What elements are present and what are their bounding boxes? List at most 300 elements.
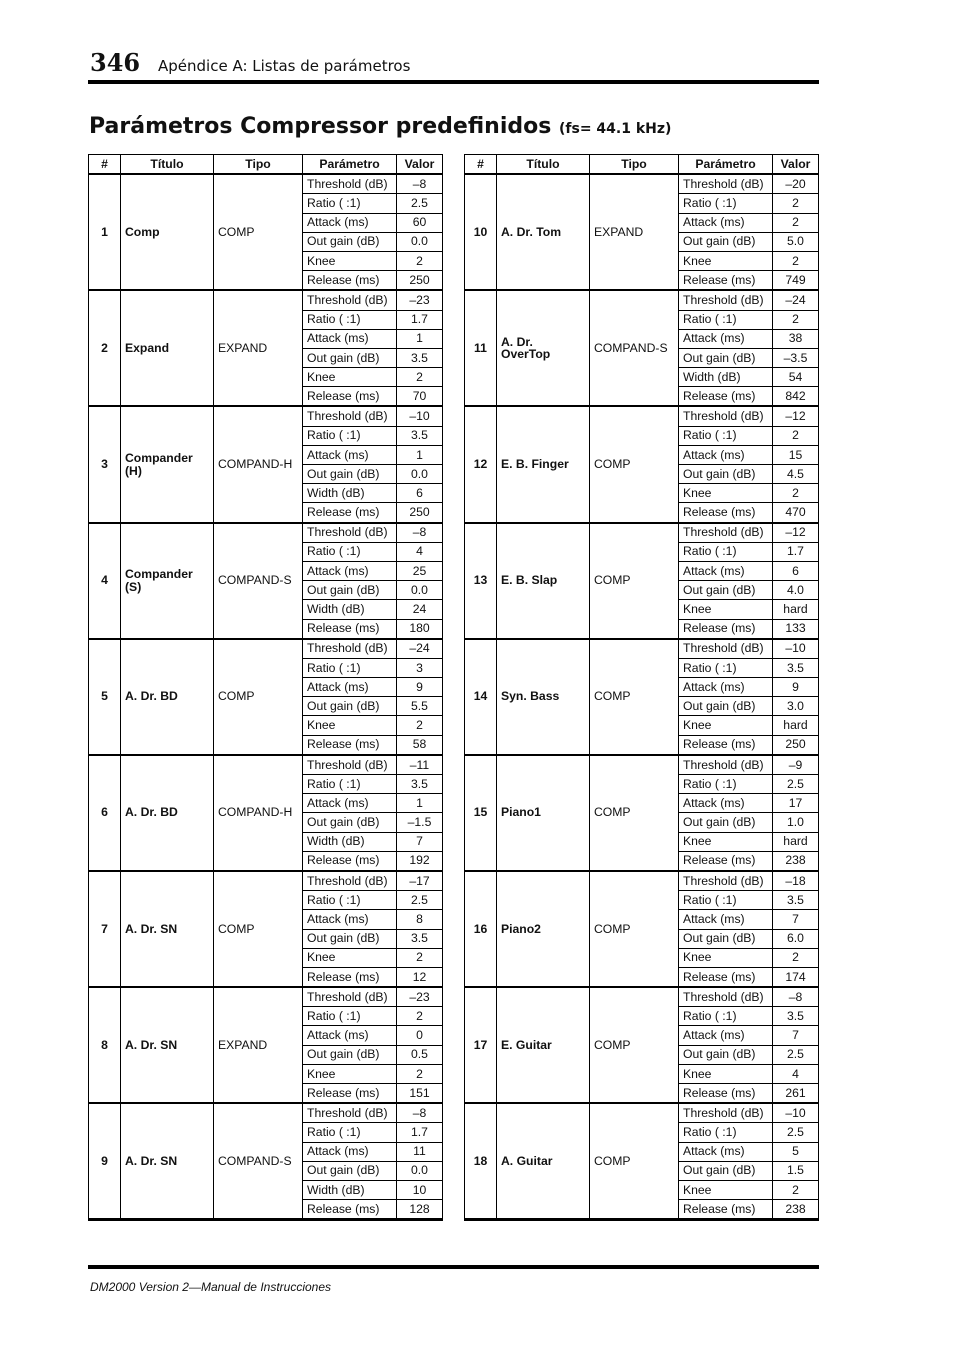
table-row [465,639,819,659]
parameter-value: 8 [397,910,443,929]
parameter-name: Attack (ms) [303,1142,397,1161]
parameter-name: Ratio ( :1) [303,775,397,794]
parameter-name: Width (dB) [679,368,773,387]
parameter-name: Knee [679,1064,773,1083]
section-title-text: Parámetros Compressor predefinidos [89,114,552,139]
parameter-name: Attack (ms) [303,213,397,232]
parameter-name: Release (ms) [303,851,397,871]
preset-title: A. Guitar [497,1103,590,1220]
parameter-name: Out gain (dB) [303,813,397,832]
parameter-value: 7 [397,832,443,851]
col-header-tipo: Tipo [590,155,679,175]
parameter-value: 2 [397,251,443,270]
parameter-name: Ratio ( :1) [303,426,397,445]
parameter-name: Width (dB) [303,1180,397,1199]
parameter-value: 2 [773,194,819,213]
parameter-name: Out gain (dB) [303,465,397,484]
table-row [465,174,819,194]
parameter-value: 0.0 [397,232,443,251]
parameter-value: 3.0 [773,697,819,716]
parameter-value: –10 [773,639,819,659]
parameter-value: 3.5 [397,426,443,445]
preset-type: COMP [590,1103,679,1220]
col-header-param: Parámetro [679,155,773,175]
parameter-value: 2 [397,368,443,387]
parameter-value: 2 [397,1064,443,1083]
parameter-name: Out gain (dB) [303,929,397,948]
parameter-value: 749 [773,271,819,291]
preset-title: E. B. Finger [497,406,590,522]
col-header-value: Valor [397,155,443,175]
parameter-value: –12 [773,523,819,543]
table-row [465,406,819,426]
parameter-name: Attack (ms) [679,678,773,697]
parameter-name: Ratio ( :1) [303,542,397,561]
parameter-value: 151 [397,1084,443,1104]
parameter-name: Threshold (dB) [303,987,397,1007]
parameter-name: Attack (ms) [303,794,397,813]
preset-title: A. Dr. Tom [497,174,590,290]
parameter-value: –9 [773,755,819,775]
parameter-value: 238 [773,851,819,871]
table-row [89,871,443,891]
table-row [89,406,443,426]
parameter-name: Release (ms) [303,619,397,639]
parameter-name: Release (ms) [303,1200,397,1220]
preset-title: Expand [121,290,214,406]
preset-number: 10 [465,174,497,290]
preset-type: COMP [590,755,679,871]
parameter-value: 7 [773,1026,819,1045]
parameter-name: Ratio ( :1) [303,658,397,677]
header-rule [88,80,819,84]
preset-title: A. Dr. OverTop [497,290,590,406]
parameter-value: 70 [397,387,443,407]
parameter-value: 1 [397,794,443,813]
preset-type: COMPAND-S [590,290,679,406]
parameter-name: Ratio ( :1) [679,891,773,910]
parameter-value: –8 [397,1103,443,1123]
parameter-value: 25 [397,561,443,580]
parameter-value: –3.5 [773,348,819,367]
parameter-value: 9 [773,678,819,697]
parameter-name: Ratio ( :1) [679,1123,773,1142]
preset-table-right-body [465,174,819,1220]
parameter-name: Ratio ( :1) [679,542,773,561]
parameter-value: 4.5 [773,465,819,484]
parameter-value: 133 [773,619,819,639]
parameter-name: Width (dB) [303,832,397,851]
parameter-name: Release (ms) [303,967,397,987]
parameter-value: 6 [773,561,819,580]
preset-type: EXPAND [214,290,303,406]
preset-type: COMPAND-H [214,406,303,522]
table-row [89,1103,443,1123]
preset-number: 3 [89,406,121,522]
parameter-name: Out gain (dB) [679,465,773,484]
preset-number: 1 [89,174,121,290]
parameter-name: Knee [679,251,773,270]
table-row [465,987,819,1007]
parameter-name: Ratio ( :1) [303,310,397,329]
col-header-num: # [89,155,121,175]
parameter-name: Out gain (dB) [679,697,773,716]
parameter-value: 250 [397,503,443,523]
parameter-value: 3.5 [397,775,443,794]
parameter-name: Threshold (dB) [303,174,397,194]
preset-number: 14 [465,639,497,755]
preset-number: 8 [89,987,121,1103]
parameter-value: 0.5 [397,1045,443,1064]
parameter-name: Ratio ( :1) [679,426,773,445]
parameter-value: 2 [773,948,819,967]
parameter-value: 11 [397,1142,443,1161]
parameter-name: Attack (ms) [679,1026,773,1045]
parameter-value: hard [773,600,819,619]
parameter-value: 38 [773,329,819,348]
parameter-value: 60 [397,213,443,232]
parameter-value: 15 [773,445,819,464]
parameter-value: hard [773,716,819,735]
parameter-name: Threshold (dB) [303,523,397,543]
parameter-value: –10 [773,1103,819,1123]
parameter-name: Out gain (dB) [303,1045,397,1064]
preset-type: COMP [590,406,679,522]
parameter-name: Release (ms) [679,387,773,407]
parameter-value: 192 [397,851,443,871]
table-row [89,174,443,194]
parameter-value: 3.5 [397,929,443,948]
parameter-name: Out gain (dB) [679,813,773,832]
preset-type: EXPAND [214,987,303,1103]
preset-number: 9 [89,1103,121,1220]
preset-type: COMP [590,523,679,639]
parameter-name: Attack (ms) [303,561,397,580]
preset-title: Piano1 [497,755,590,871]
parameter-value: –17 [397,871,443,891]
table-row [465,755,819,775]
parameter-name: Release (ms) [303,1084,397,1104]
parameter-value: 238 [773,1200,819,1220]
parameter-name: Attack (ms) [679,213,773,232]
parameter-value: 7 [773,910,819,929]
parameter-name: Ratio ( :1) [303,891,397,910]
table-row [89,755,443,775]
parameter-name: Knee [679,600,773,619]
parameter-name: Threshold (dB) [303,406,397,426]
preset-type: COMPAND-S [214,523,303,639]
parameter-name: Release (ms) [679,271,773,291]
parameter-value: –23 [397,290,443,310]
chapter-heading: Apéndice A: Listas de parámetros [158,57,411,75]
preset-number: 15 [465,755,497,871]
parameter-value: 1 [397,329,443,348]
parameter-value: 2.5 [773,1123,819,1142]
parameter-name: Out gain (dB) [679,929,773,948]
parameter-name: Knee [679,716,773,735]
parameter-name: Attack (ms) [303,445,397,464]
parameter-name: Ratio ( :1) [303,1007,397,1026]
parameter-name: Threshold (dB) [679,1103,773,1123]
preset-type: COMPAND-S [214,1103,303,1220]
parameter-value: –8 [397,523,443,543]
table-header-row [465,155,819,175]
preset-number: 17 [465,987,497,1103]
parameter-name: Out gain (dB) [679,1161,773,1180]
parameter-value: 2 [397,1007,443,1026]
parameter-value: 0 [397,1026,443,1045]
parameter-value: 24 [397,600,443,619]
parameter-value: 3.5 [773,891,819,910]
parameter-name: Attack (ms) [679,1142,773,1161]
preset-number: 5 [89,639,121,755]
preset-table-left [88,154,443,1221]
parameter-value: 2 [773,426,819,445]
parameter-name: Threshold (dB) [679,290,773,310]
parameter-name: Ratio ( :1) [679,775,773,794]
col-header-title: Título [497,155,590,175]
parameter-value: 2 [773,251,819,270]
preset-number: 16 [465,871,497,987]
preset-title: Comp [121,174,214,290]
parameter-value: 0.0 [397,1161,443,1180]
parameter-value: 128 [397,1200,443,1220]
table-row [89,290,443,310]
parameter-name: Out gain (dB) [679,1045,773,1064]
parameter-value: 3 [397,658,443,677]
parameter-name: Out gain (dB) [679,581,773,600]
parameter-name: Out gain (dB) [303,232,397,251]
preset-title: A. Dr. BD [121,639,214,755]
parameter-name: Threshold (dB) [303,871,397,891]
parameter-value: 12 [397,967,443,987]
parameter-name: Attack (ms) [679,561,773,580]
parameter-value: 470 [773,503,819,523]
parameter-name: Ratio ( :1) [303,1123,397,1142]
parameter-value: 180 [397,619,443,639]
parameter-name: Release (ms) [303,387,397,407]
preset-title: Compander (H) [121,406,214,522]
parameter-value: 2 [773,310,819,329]
col-header-tipo: Tipo [214,155,303,175]
parameter-value: –23 [397,987,443,1007]
parameter-value: –24 [773,290,819,310]
parameter-value: 4 [397,542,443,561]
parameter-value: 2.5 [397,891,443,910]
table-row [89,639,443,659]
parameter-name: Release (ms) [679,851,773,871]
parameter-name: Ratio ( :1) [303,194,397,213]
parameter-value: 2 [397,948,443,967]
preset-title: Compander (S) [121,523,214,639]
parameter-value: 1.5 [773,1161,819,1180]
col-header-param: Parámetro [303,155,397,175]
preset-number: 18 [465,1103,497,1220]
parameter-value: 17 [773,794,819,813]
table-row [465,523,819,543]
parameter-name: Knee [679,948,773,967]
parameter-value: 261 [773,1084,819,1104]
parameter-value: 2 [773,213,819,232]
parameter-value: 250 [397,271,443,291]
parameter-value: 10 [397,1180,443,1199]
preset-type: COMPAND-H [214,755,303,871]
parameter-value: 6.0 [773,929,819,948]
parameter-name: Threshold (dB) [303,1103,397,1123]
footer-text: DM2000 Version 2—Manual de Instrucciones [90,1280,332,1294]
parameter-value: –12 [773,406,819,426]
parameter-name: Ratio ( :1) [679,194,773,213]
parameter-value: 5 [773,1142,819,1161]
parameter-name: Release (ms) [303,271,397,291]
parameter-name: Ratio ( :1) [679,658,773,677]
parameter-value: 5.0 [773,232,819,251]
parameter-value: –20 [773,174,819,194]
table-row [465,1103,819,1123]
parameter-name: Attack (ms) [303,910,397,929]
parameter-value: 58 [397,735,443,755]
parameter-value: –11 [397,755,443,775]
parameter-value: 1.7 [397,1123,443,1142]
page-number: 346 [90,48,141,77]
parameter-name: Release (ms) [679,967,773,987]
parameter-value: 2.5 [773,1045,819,1064]
preset-number: 6 [89,755,121,871]
parameter-value: 2.5 [397,194,443,213]
parameter-value: 1.0 [773,813,819,832]
parameter-name: Out gain (dB) [679,232,773,251]
parameter-name: Release (ms) [303,503,397,523]
parameter-value: 54 [773,368,819,387]
preset-title: A. Dr. BD [121,755,214,871]
preset-type: EXPAND [590,174,679,290]
parameter-name: Threshold (dB) [679,755,773,775]
parameter-name: Attack (ms) [679,445,773,464]
footer-rule [88,1265,819,1269]
parameter-name: Threshold (dB) [679,523,773,543]
parameter-name: Attack (ms) [679,329,773,348]
col-header-value: Valor [773,155,819,175]
col-header-num: # [465,155,497,175]
preset-type: COMP [590,639,679,755]
parameter-value: –8 [397,174,443,194]
preset-title: Syn. Bass [497,639,590,755]
parameter-value: 1 [397,445,443,464]
parameter-value: –10 [397,406,443,426]
parameter-value: 0.0 [397,581,443,600]
parameter-name: Out gain (dB) [303,1161,397,1180]
parameter-value: 1.7 [773,542,819,561]
preset-type: COMP [590,987,679,1103]
parameter-name: Release (ms) [679,503,773,523]
parameter-value: hard [773,832,819,851]
parameter-value: 0.0 [397,465,443,484]
parameter-name: Out gain (dB) [679,348,773,367]
parameter-value: 9 [397,678,443,697]
preset-type: COMP [590,871,679,987]
parameter-name: Release (ms) [679,619,773,639]
section-title [89,114,671,139]
preset-title: E. B. Slap [497,523,590,639]
table-header-row [89,155,443,175]
preset-title: A. Dr. SN [121,1103,214,1220]
parameter-name: Ratio ( :1) [679,1007,773,1026]
parameter-name: Ratio ( :1) [679,310,773,329]
table-row [89,523,443,543]
preset-table-right [464,154,819,1221]
parameter-name: Threshold (dB) [679,406,773,426]
parameter-value: –1.5 [397,813,443,832]
table-row [465,871,819,891]
parameter-name: Threshold (dB) [303,639,397,659]
preset-number: 13 [465,523,497,639]
parameter-value: 2 [773,484,819,503]
preset-type: COMP [214,639,303,755]
parameter-name: Knee [679,832,773,851]
parameter-name: Knee [303,368,397,387]
parameter-name: Release (ms) [679,1200,773,1220]
parameter-name: Out gain (dB) [303,697,397,716]
parameter-name: Threshold (dB) [303,755,397,775]
section-subtitle: (fs= 44.1 kHz) [559,121,672,137]
preset-number: 11 [465,290,497,406]
parameter-value: 2 [773,1180,819,1199]
parameter-value: –24 [397,639,443,659]
parameter-name: Threshold (dB) [679,174,773,194]
parameter-name: Attack (ms) [303,678,397,697]
parameter-value: 4.0 [773,581,819,600]
parameter-value: 2 [397,716,443,735]
parameter-name: Width (dB) [303,600,397,619]
parameter-name: Width (dB) [303,484,397,503]
parameter-value: 3.5 [397,348,443,367]
parameter-name: Knee [303,716,397,735]
parameter-value: –18 [773,871,819,891]
preset-type: COMP [214,174,303,290]
parameter-name: Out gain (dB) [303,348,397,367]
preset-number: 2 [89,290,121,406]
parameter-name: Knee [303,948,397,967]
preset-title: E. Guitar [497,987,590,1103]
parameter-value: 3.5 [773,658,819,677]
parameter-name: Threshold (dB) [303,290,397,310]
parameter-value: 2.5 [773,775,819,794]
parameter-name: Release (ms) [679,735,773,755]
parameter-name: Release (ms) [303,735,397,755]
preset-title: A. Dr. SN [121,871,214,987]
preset-number: 7 [89,871,121,987]
parameter-value: 5.5 [397,697,443,716]
parameter-name: Knee [303,251,397,270]
parameter-value: 3.5 [773,1007,819,1026]
parameter-name: Attack (ms) [679,794,773,813]
parameter-name: Knee [679,1180,773,1199]
table-row [465,290,819,310]
parameter-name: Knee [303,1064,397,1083]
col-header-title: Título [121,155,214,175]
parameter-value: 6 [397,484,443,503]
parameter-name: Out gain (dB) [303,581,397,600]
preset-table-left-body [89,174,443,1220]
parameter-value: 842 [773,387,819,407]
parameter-name: Knee [679,484,773,503]
preset-title: A. Dr. SN [121,987,214,1103]
table-row [89,987,443,1007]
parameter-name: Threshold (dB) [679,871,773,891]
preset-title: Piano2 [497,871,590,987]
preset-type: COMP [214,871,303,987]
parameter-name: Threshold (dB) [679,639,773,659]
